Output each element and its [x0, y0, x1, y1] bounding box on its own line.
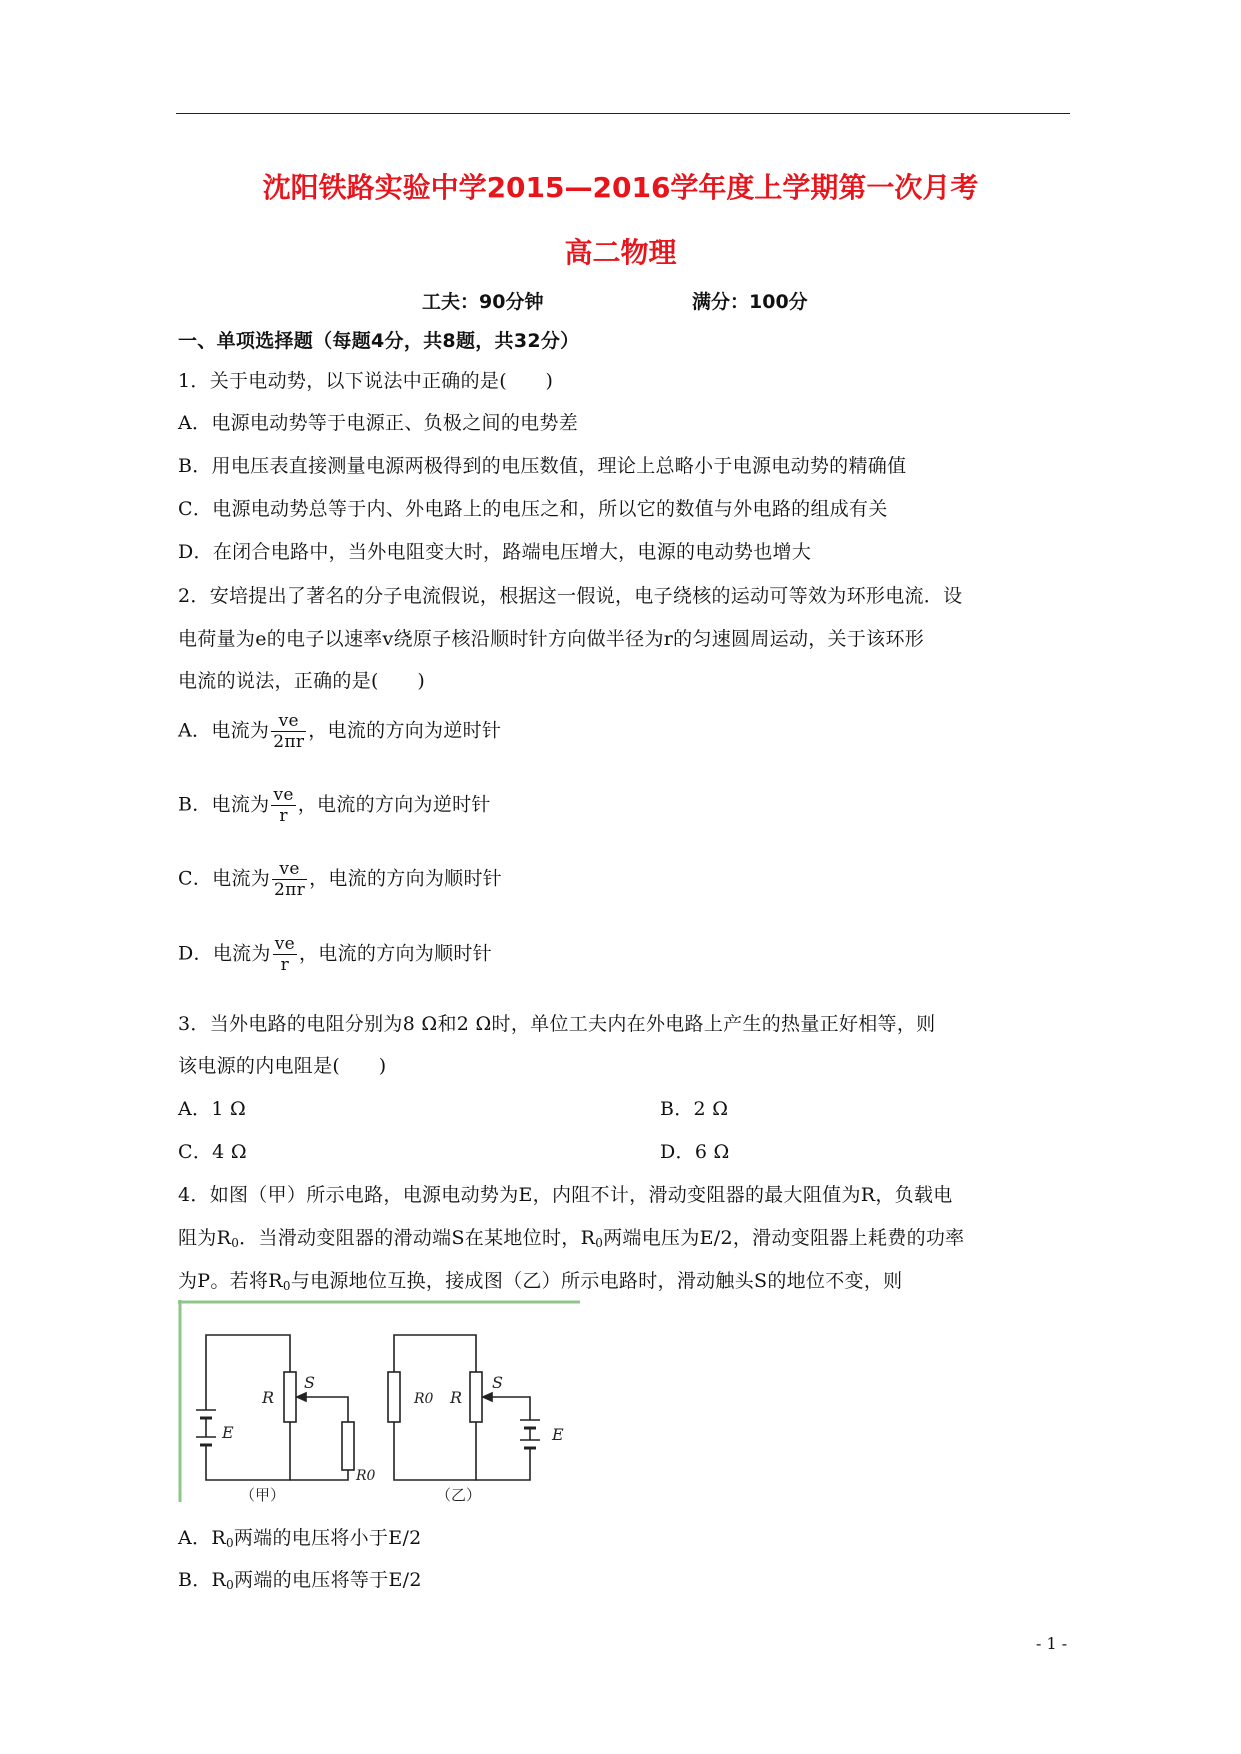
q4-stem-line1: 4．如图（甲）所示电路，电源电动势为E，内阻不计，滑动变阻器的最大阻值为R，负载电	[178, 1184, 953, 1206]
fraction-denominator: r	[279, 806, 288, 826]
caption-yi: （乙）	[436, 1486, 482, 1502]
section-heading: 一、单项选择题（每题4分，共8题，共32分）	[178, 330, 580, 352]
q4-text: 为P。若将R	[178, 1270, 283, 1292]
q2-a-suffix: ，电流的方向为逆时针	[308, 719, 502, 742]
fraction-numerator: ve	[271, 711, 306, 732]
q4-text: 阻为R	[178, 1227, 232, 1249]
q1-stem: 1．关于电动势，以下说法中正确的是( )	[178, 370, 554, 392]
q1-option-c: C．电源电动势总等于内、外电路上的电压之和，所以它的数值与外电路的组成有关	[178, 498, 888, 520]
q4-text: 两端电压为E/2，滑动变阻器上耗费的功率	[603, 1227, 965, 1249]
circuit-jia	[196, 1335, 354, 1480]
label-R: R	[450, 1388, 463, 1407]
fraction-denominator: r	[280, 955, 290, 975]
fraction-numerator: ve	[272, 859, 307, 880]
exam-title: 沈阳铁路实验中学2015—2016学年度上学期第一次月考	[262, 171, 979, 204]
q2-option-c	[178, 859, 502, 900]
subscript: 0	[231, 1236, 240, 1250]
q3-option-d: D．6 Ω	[660, 1141, 730, 1163]
q1-option-b: B．用电压表直接测量电源两极得到的电压数值，理论上总略小于电源电动势的精确值	[178, 455, 907, 477]
page-number: - 1 -	[1036, 1634, 1068, 1653]
q2-d-suffix: ，电流的方向为顺时针	[299, 942, 493, 965]
caption-jia: （甲）	[240, 1486, 286, 1502]
fraction-denominator: 2πr	[273, 732, 305, 752]
q2-stem-line3: 电流的说法，正确的是( )	[178, 670, 426, 692]
q4-option-a	[178, 1523, 422, 1550]
q3-option-a: A．1 Ω	[178, 1098, 247, 1120]
fraction	[273, 934, 297, 975]
q2-c-prefix: C．电流为	[178, 867, 271, 890]
q1-option-a: A．电源电动势等于电源正、负极之间的电势差	[178, 412, 579, 434]
q4-b-text: 两端的电压将等于E/2	[234, 1569, 422, 1591]
fraction-numerator: ve	[273, 785, 294, 805]
q4-text: 与电源地位互换，接成图（乙）所示电路时，滑动触头S的地位不变，则	[290, 1270, 903, 1292]
q2-stem-line2: 电荷量为e的电子以速率v绕原子核沿顺时针方向做半径为r的匀速圆周运动，关于该环形	[178, 628, 925, 650]
subscript: 0	[595, 1236, 604, 1250]
q2-b-prefix: B．电流为	[178, 793, 270, 816]
fraction-numerator: ve	[274, 934, 295, 954]
subscript: 0	[226, 1578, 235, 1592]
q2-option-b	[178, 785, 491, 826]
label-E: E	[552, 1425, 564, 1444]
fraction	[271, 785, 295, 826]
label-R0: R0	[414, 1391, 434, 1407]
exam-time: 工夫：90分钟	[422, 291, 544, 313]
q2-d-prefix: D．电流为	[178, 942, 271, 965]
q4-text: ．当滑动变阻器的滑动端S在某地位时，R	[239, 1227, 596, 1249]
label-S: S	[492, 1373, 503, 1392]
q3-stem-line2: 该电源的内电阻是( )	[178, 1055, 387, 1077]
fraction	[272, 859, 307, 900]
label-S: S	[304, 1373, 315, 1392]
fraction	[271, 711, 306, 752]
q4-b-text: B．R	[178, 1569, 227, 1591]
q4-a-text: 两端的电压将小于E/2	[233, 1527, 422, 1549]
exam-score: 满分：100分	[692, 291, 808, 313]
q2-option-d	[178, 934, 492, 975]
q1-option-d: D．在闭合电路中，当外电阻变大时，路端电压增大，电源的电动势也增大	[178, 541, 812, 563]
fraction-denominator: 2πr	[274, 880, 306, 900]
label-R0: R0	[356, 1468, 376, 1484]
circuit-yi	[388, 1335, 540, 1480]
q2-c-suffix: ，电流的方向为顺时针	[309, 867, 503, 890]
q3-option-c: C．4 Ω	[178, 1141, 247, 1163]
exam-subject: 高二物理	[564, 236, 677, 269]
q2-a-prefix: A．电流为	[178, 719, 270, 742]
q3-option-b: B．2 Ω	[660, 1098, 729, 1120]
q2-b-suffix: ，电流的方向为逆时针	[297, 793, 491, 816]
q2-option-a	[178, 711, 501, 752]
q4-stem-line2	[178, 1223, 965, 1250]
subscript: 0	[282, 1279, 291, 1293]
subscript: 0	[225, 1536, 234, 1550]
q4-a-text: A．R	[178, 1527, 226, 1549]
circuit-diagram	[178, 1300, 580, 1502]
header-rule	[176, 113, 1070, 114]
q4-option-b	[178, 1565, 422, 1592]
q2-stem-line1: 2．安培提出了著名的分子电流假说，根据这一假说，电子绕核的运动可等效为环形电流．设	[178, 585, 963, 607]
circuit-figure	[178, 1300, 580, 1502]
q4-stem-line3	[178, 1266, 902, 1293]
label-R: R	[262, 1388, 275, 1407]
label-E: E	[222, 1423, 234, 1442]
q3-stem-line1: 3．当外电路的电阻分别为8 Ω和2 Ω时，单位工夫内在外电路上产生的热量正好相等，则	[178, 1013, 936, 1035]
